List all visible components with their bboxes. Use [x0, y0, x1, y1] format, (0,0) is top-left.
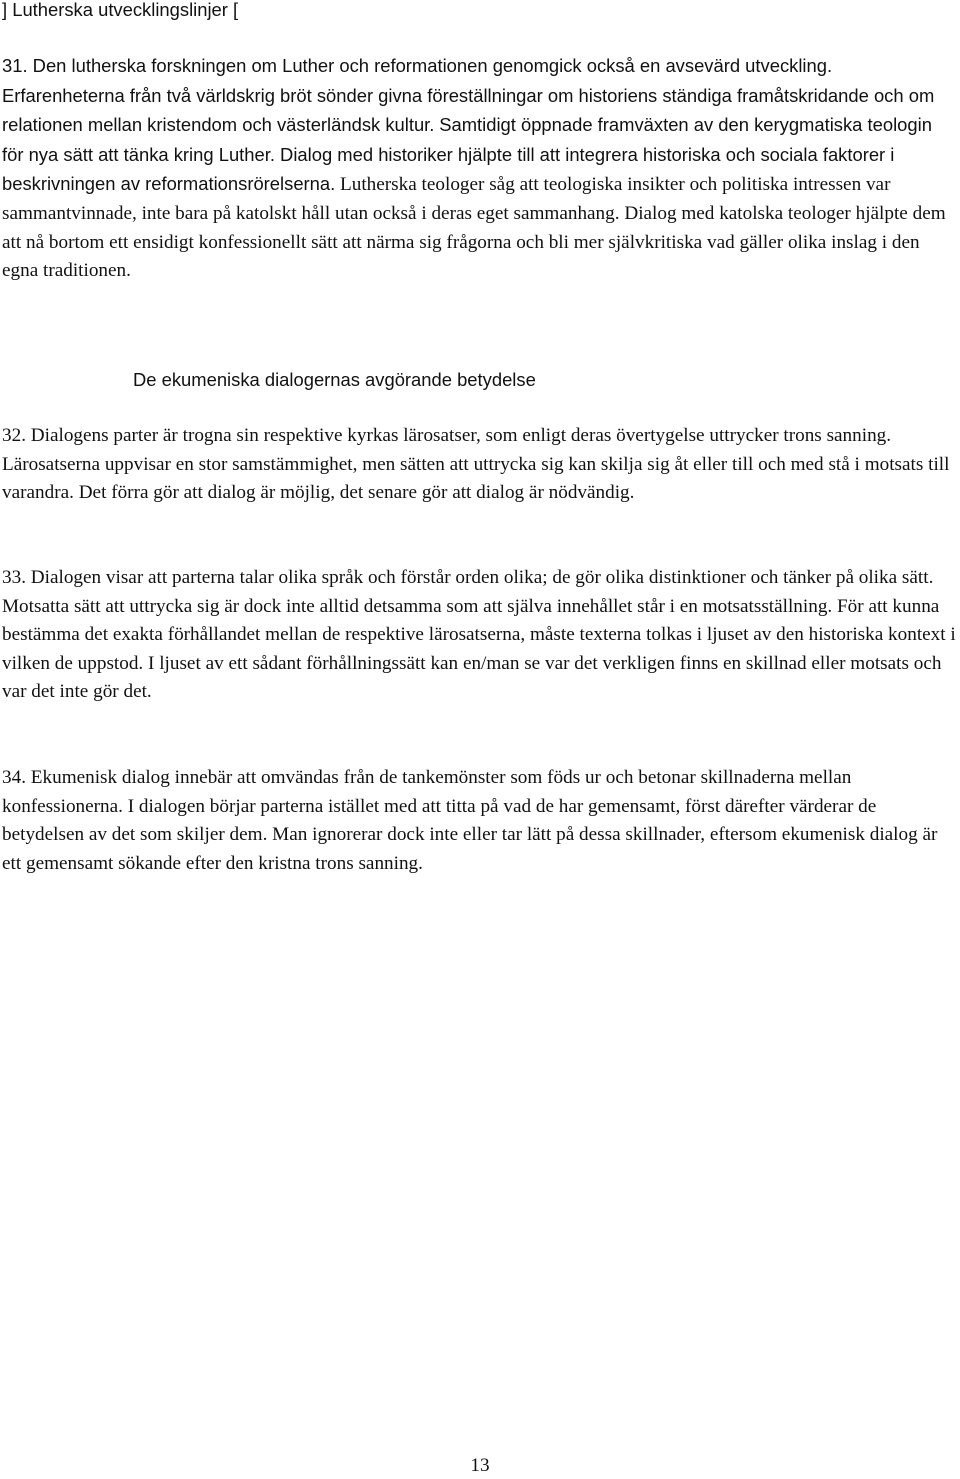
paragraph-31-part1: 31. Den lutherska forskningen om Luther och reformationen genomgick också en avsevärd utveckling. Erfarenheterna från två världskrig bröt sönder givna föreställningar om historiens ständiga framåtskridande och om relationen mellan kristendom och västerländsk kultur. [2, 55, 935, 136]
paragraph-33: 33. Dialogen visar att parterna talar olika språk och förstår orden olika; de gör olika distinktioner och tänker på olika sätt. Motsatta sätt att uttrycka sig är dock inte alltid detsamma som att själva innehållet står i en motsatsställning. För att kunna bestämma det exakta förhållandet mellan de respektive lärosatserna, måste texterna tolkas i ljuset av den historiska kontext i vilken de uppstod. I ljuset av ett sådant förhållningssätt kan en/man se var det verkligen finns en skillnad eller motsats och var det inte gör det. [2, 567, 956, 703]
paragraph-31 [0, 52, 957, 286]
paragraph-31-part4: Dialog med katolska teologer hjälpte dem att nå bortom ett ensidigt konfessionellt sätt att närma sig frågorna och bli mer självkritiska vad gäller olika inslag i den egna traditionen. [2, 202, 946, 282]
paragraph-31-part2: Samtidigt öppnade framväxten av den kerygmatiska teologin för nya sätt att tänka kring Luther. Dialog med historiker hjälpte till att integrera historiska och sociala faktorer i beskrivningen av reformationsrörelserna. [2, 114, 932, 195]
paragraph-31-part3: Lutherska teologer såg att teologiska insikter och politiska intressen var sammantvinnade, inte bara på katolskt håll utan också i deras eget sammanhang. [2, 174, 891, 224]
page-number: 13 [470, 1455, 490, 1476]
paragraph-34: 34. Ekumenisk dialog innebär att omvändas från de tankemönster som föds ur och betonar skillnaderna mellan konfessionerna. I dialogen börjar parterna istället med att titta på vad de har gemensamt, först därefter värderar de betydelsen av det som skiljer dem. Man ignorerar dock inte eller tar lätt på dessa skillnader, eftersom ekumenisk dialog är ett gemensamt sökande efter den kristna trons sanning. [2, 767, 938, 874]
section-heading: De ekumeniska dialogernas avgörande betydelse [133, 369, 536, 390]
paragraph-32: 32. Dialogens parter är trogna sin respektive kyrkas lärosatser, som enligt deras övertygelse uttrycker trons sanning. Lärosatserna uppvisar en stor samstämmighet, men sätten att uttrycka sig kan skilja sig åt eller till och med stå i motsats till varandra. Det förra gör att dialog är möjlig, det senare gör att dialog är nödvändig. [2, 425, 950, 504]
running-header: ] Lutherska utvecklingslinjer [ [2, 0, 239, 20]
